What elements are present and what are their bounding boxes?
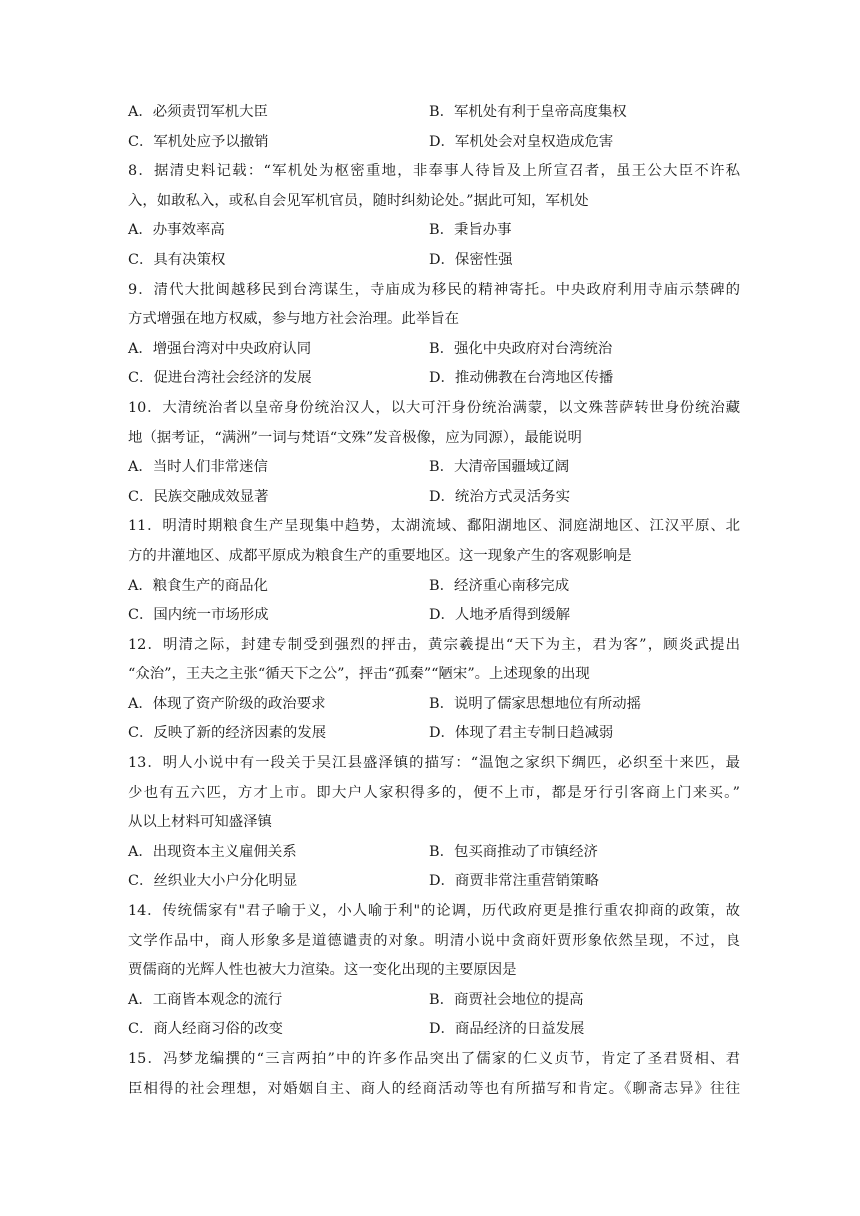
question-line: 15．冯梦龙编撰的“三言两拍”中的许多作品突出了儒家的仁义贞节，肯定了圣君贤相、君	[128, 1051, 740, 1067]
option-d[interactable]: D．保密性强	[429, 251, 513, 268]
question-stem-13	[128, 749, 740, 838]
answer-options	[128, 690, 740, 749]
option-row	[128, 986, 740, 1016]
option-c[interactable]: C．军机处应予以撤销	[128, 133, 269, 150]
question-stem-12	[128, 631, 740, 690]
question-line: 9．清代大批闽越移民到台湾谋生，寺庙成为移民的精神寄托。中央政府利用寺庙示禁碑的	[128, 281, 740, 298]
answer-options	[128, 453, 740, 512]
option-d[interactable]: D．推动佛教在台湾地区传播	[429, 370, 614, 387]
question-stem-14	[128, 897, 740, 986]
option-d[interactable]: D．商品经济的日益发展	[429, 1021, 585, 1038]
answer-options	[128, 98, 740, 157]
option-a[interactable]: A．体现了资产阶级的政治要求	[128, 695, 326, 712]
option-c[interactable]: C．民族交融成效显著	[128, 488, 269, 505]
option-row	[128, 128, 740, 158]
option-row	[128, 216, 740, 246]
question-line: 贾儒商的光辉人性也被大力渲染。这一变化出现的主要原因是	[128, 962, 517, 979]
question-line: 11．明清时期粮食生产呈现集中趋势，太湖流域、鄱阳湖地区、洞庭湖地区、江汉平原、北	[128, 518, 740, 535]
option-a[interactable]: A．粮食生产的商品化	[128, 577, 268, 594]
option-row	[128, 364, 740, 394]
option-a[interactable]: A．办事效率高	[128, 222, 225, 239]
option-d[interactable]: D．体现了君主专制日趋减弱	[429, 725, 614, 742]
question-line: 方的井灌地区、成都平原成为粮食生产的重要地区。这一现象产生的客观影响是	[128, 547, 632, 564]
option-d[interactable]: D．商贾非常注重营销策略	[429, 873, 599, 890]
option-b[interactable]: B．经济重心南移完成	[429, 577, 570, 594]
option-a[interactable]: A．当时人们非常迷信	[128, 459, 268, 476]
answer-options	[128, 335, 740, 394]
option-row	[128, 246, 740, 276]
option-a[interactable]: A．工商皆本观念的流行	[128, 991, 283, 1008]
question-line: 从以上材料可知盛泽镇	[128, 814, 272, 831]
option-row	[128, 1015, 740, 1045]
question-line: “众治”，王夫之主张“循天下之公”，抨击“孤秦”“陋宋”。上述现象的出现	[128, 666, 590, 683]
option-row	[128, 572, 740, 602]
option-b[interactable]: B．说明了儒家思想地位有所动摇	[429, 695, 642, 712]
option-b[interactable]: B．秉旨办事	[429, 222, 512, 239]
question-line: 13．明人小说中有一段关于吴江县盛泽镇的描写：“温饱之家织下绸匹，必织至十来匹，最	[128, 755, 740, 772]
question-line: 少也有五六匹，方才上市。即大户人家积得多的，便不上市，都是牙行引客商上门来买。”	[128, 784, 740, 801]
option-row	[128, 690, 740, 720]
option-c[interactable]: C．商人经商习俗的改变	[128, 1021, 283, 1038]
answer-options	[128, 572, 740, 631]
answer-options	[128, 216, 740, 275]
option-c[interactable]: C．具有决策权	[128, 251, 226, 268]
option-a[interactable]: A．必须责罚军机大臣	[128, 104, 268, 120]
option-b[interactable]: B．商贾社会地位的提高	[429, 991, 584, 1008]
option-c[interactable]: C．丝织业大小户分化明显	[128, 873, 298, 890]
option-row	[128, 483, 740, 513]
answer-options	[128, 986, 740, 1045]
question-line: 方式增强在地方权威，参与地方社会治理。此举旨在	[128, 311, 459, 328]
question-line: 8．据清史料记载：“军机处为枢密重地，非奉事人待旨及上所宣召者，虽王公大臣不许私	[128, 163, 740, 180]
option-b[interactable]: B．军机处有利于皇帝高度集权	[429, 104, 627, 120]
question-stem-8	[128, 157, 740, 216]
question-stem-15	[128, 1045, 740, 1104]
question-line: 入，如敢私入，或私自会见军机官员，随时纠劾论处。”据此可知，军机处	[128, 192, 589, 209]
question-stem-10	[128, 394, 740, 453]
question-stem-9	[128, 276, 740, 335]
option-a[interactable]: A．增强台湾对中央政府认同	[128, 340, 312, 357]
answer-options	[128, 838, 740, 897]
option-c[interactable]: C．促进台湾社会经济的发展	[128, 370, 312, 387]
option-c[interactable]: C．反映了新的经济因素的发展	[128, 725, 327, 742]
option-row	[128, 98, 740, 128]
option-d[interactable]: D．军机处会对皇权造成危害	[429, 133, 614, 150]
question-line: 14．传统儒家有"君子喻于义，小人喻于利"的论调，历代政府更是推行重农抑商的政策，故	[128, 903, 740, 920]
question-line: 地（据考证，“满洲”一词与梵语“文殊”发音极像，应为同源），最能说明	[128, 429, 582, 446]
option-row	[128, 838, 740, 868]
option-row	[128, 453, 740, 483]
option-row	[128, 601, 740, 631]
option-row	[128, 335, 740, 365]
question-line: 12．明清之际，封建专制受到强烈的抨击，黄宗羲提出“天下为主，君为客”，顾炎武提出	[128, 636, 740, 653]
option-row	[128, 867, 740, 897]
exam-page	[128, 98, 740, 1104]
option-d[interactable]: D．人地矛盾得到缓解	[429, 607, 571, 624]
option-row	[128, 719, 740, 749]
option-b[interactable]: B．大清帝国疆域辽阔	[429, 459, 570, 476]
option-b[interactable]: B．包买商推动了市镇经济	[429, 843, 598, 860]
question-line: 臣相得的社会理想，对婚姻自主、商人的经商活动等也有所描写和肯定。《聊斋志异》往往	[128, 1080, 740, 1097]
option-c[interactable]: C．国内统一市场形成	[128, 607, 269, 624]
option-b[interactable]: B．强化中央政府对台湾统治	[429, 340, 613, 357]
question-line: 文学作品中，商人形象多是道德谴责的对象。明清小说中贪商奸贾形象依然呈现，不过，良	[128, 932, 740, 949]
question-stem-11	[128, 512, 740, 571]
option-d[interactable]: D．统治方式灵活务实	[429, 488, 571, 505]
question-line: 10．大清统治者以皇帝身份统治汉人，以大可汗身份统治满蒙，以文殊菩萨转世身份统治藏	[128, 399, 740, 416]
option-a[interactable]: A．出现资本主义雇佣关系	[128, 843, 297, 860]
